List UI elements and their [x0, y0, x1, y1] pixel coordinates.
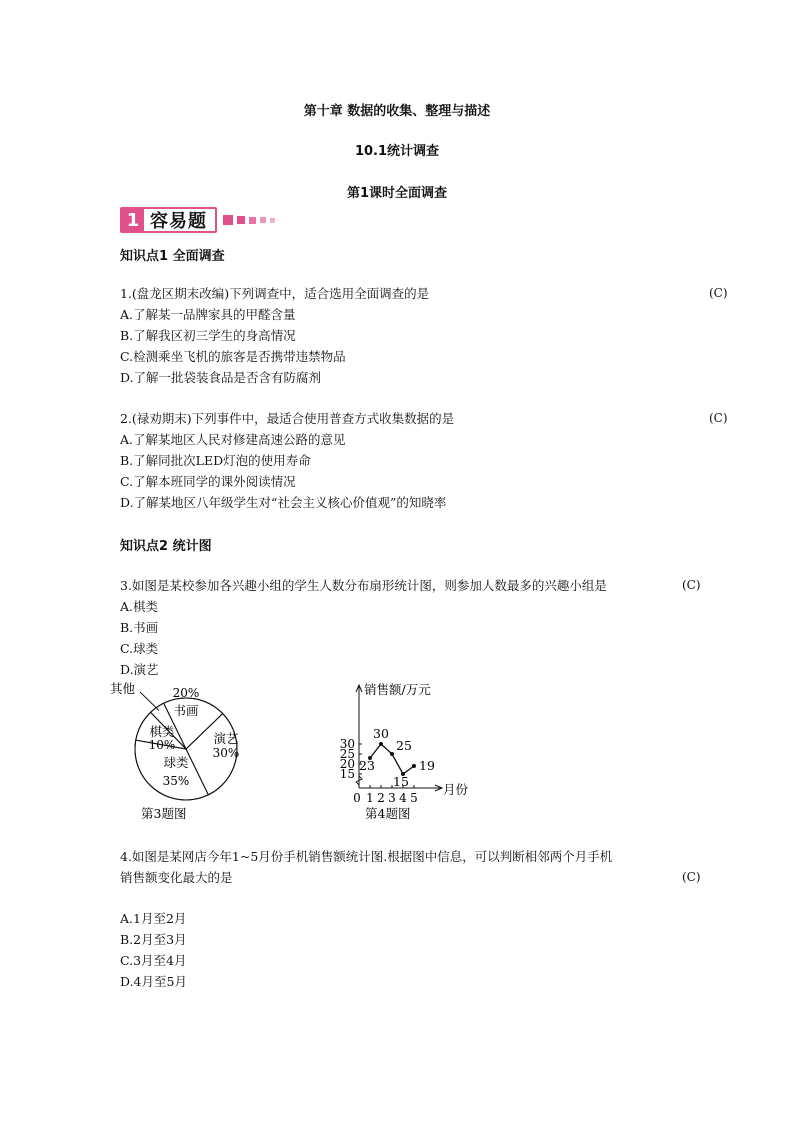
data-label: 19 — [419, 758, 435, 773]
question-2-option: D.了解某地区八年级学生对“社会主义核心价值观”的知晓率 — [120, 495, 447, 510]
pie-caption: 第3题图 — [141, 806, 187, 821]
question-4-stem-continued: 销售额变化最大的是 — [120, 870, 233, 885]
line-chart-figure — [335, 680, 495, 825]
y-axis-label: 销售额/万元 — [364, 682, 431, 697]
x-tick-label: 2 — [377, 791, 385, 805]
question-1-option: B.了解我区初三学生的身高情况 — [120, 328, 296, 343]
decor-square-icon — [249, 217, 256, 224]
knowledge-point-1: 知识点1 全面调查 — [120, 249, 225, 264]
chapter-title: 第十章 数据的收集、整理与描述 — [303, 104, 491, 119]
decor-square-icon — [260, 217, 266, 223]
pie-label: 演艺 — [213, 731, 239, 746]
y-tick-label: 30 — [339, 737, 355, 751]
question-3-answer: (C) — [682, 578, 701, 592]
section-title: 10.1统计调查 — [354, 144, 440, 159]
question-2-answer: (C) — [709, 411, 728, 425]
question-3-option: C.球类 — [120, 641, 159, 656]
data-label: 15 — [393, 774, 409, 789]
question-3-option: B.书画 — [120, 620, 159, 635]
banner-number: 1 — [122, 209, 144, 231]
knowledge-point-2: 知识点2 统计图 — [120, 539, 212, 554]
pie-label: 其他 — [110, 681, 136, 696]
x-tick-label: 0 — [353, 791, 361, 805]
data-label: 23 — [359, 758, 375, 773]
question-1-option: D.了解一批袋装食品是否含有防腐剂 — [120, 370, 322, 385]
x-tick-label: 1 — [366, 791, 374, 805]
data-point — [379, 742, 383, 746]
question-1-answer: (C) — [709, 286, 728, 300]
question-3-stem: 3.如图是某校参加各兴趣小组的学生人数分布扇形统计图，则参加人数最多的兴趣小组是 — [120, 578, 607, 593]
y-tick-label: 15 — [339, 767, 355, 781]
x-tick-label: 4 — [399, 791, 407, 805]
decor-square-icon — [237, 216, 245, 224]
line-caption: 第4题图 — [365, 806, 411, 821]
x-tick-label: 5 — [410, 791, 418, 805]
pie-label: 球类 — [163, 755, 189, 770]
pie-label: 书画 — [173, 703, 199, 718]
difficulty-banner — [120, 207, 275, 233]
question-2-option: A.了解某地区人民对修建高速公路的意见 — [120, 432, 346, 447]
data-point — [412, 764, 416, 768]
pie-value-label: 10% — [148, 738, 176, 752]
question-4-stem: 4.如图是某网店今年1~5月份手机销售额统计图.根据图中信息，可以判断相邻两个月手机 — [120, 849, 613, 864]
question-2-option: C.了解本班同学的课外阅读情况 — [120, 474, 296, 489]
pie-value-label: 35% — [162, 774, 190, 788]
question-1-option: A.了解某一品牌家具的甲醛含量 — [120, 307, 296, 322]
question-4-option: A.1月至2月 — [120, 911, 187, 926]
question-1-stem: 1.(盘龙区期末改编)下列调查中，适合选用全面调查的是 — [120, 286, 430, 301]
question-4-answer: (C) — [682, 870, 701, 884]
y-tick-label: 25 — [339, 747, 355, 761]
question-4-option: B.2月至3月 — [120, 932, 187, 947]
x-tick-label: 3 — [388, 791, 396, 805]
question-3-option: D.演艺 — [120, 662, 159, 677]
pie-value-label: 30% — [212, 746, 240, 760]
question-4-option: D.4月至5月 — [120, 974, 187, 989]
question-2-stem: 2.(禄劝期末)下列事件中，最适合使用普查方式收集数据的是 — [120, 411, 455, 426]
data-label: 25 — [396, 738, 412, 753]
x-axis-label: 月份 — [443, 782, 469, 797]
decor-square-icon — [223, 215, 233, 225]
question-3-option: A.棋类 — [120, 599, 159, 614]
pie-label: 棋类 — [149, 724, 175, 739]
data-point — [390, 752, 394, 756]
question-2-option: B.了解同批次LED灯泡的使用寿命 — [120, 453, 311, 468]
decor-square-icon — [270, 218, 275, 223]
question-1-option: C.检测乘坐飞机的旅客是否携带违禁物品 — [120, 349, 346, 364]
pie-value-label: 20% — [172, 686, 200, 700]
y-tick-label: 20 — [339, 757, 355, 771]
pie-leader-line — [140, 692, 159, 710]
lesson-title: 第1课时全面调查 — [346, 186, 448, 201]
banner-label: 容易题 — [150, 211, 207, 232]
pie-chart-figure — [110, 680, 290, 825]
data-label: 30 — [373, 726, 389, 741]
question-4-option: C.3月至4月 — [120, 953, 187, 968]
